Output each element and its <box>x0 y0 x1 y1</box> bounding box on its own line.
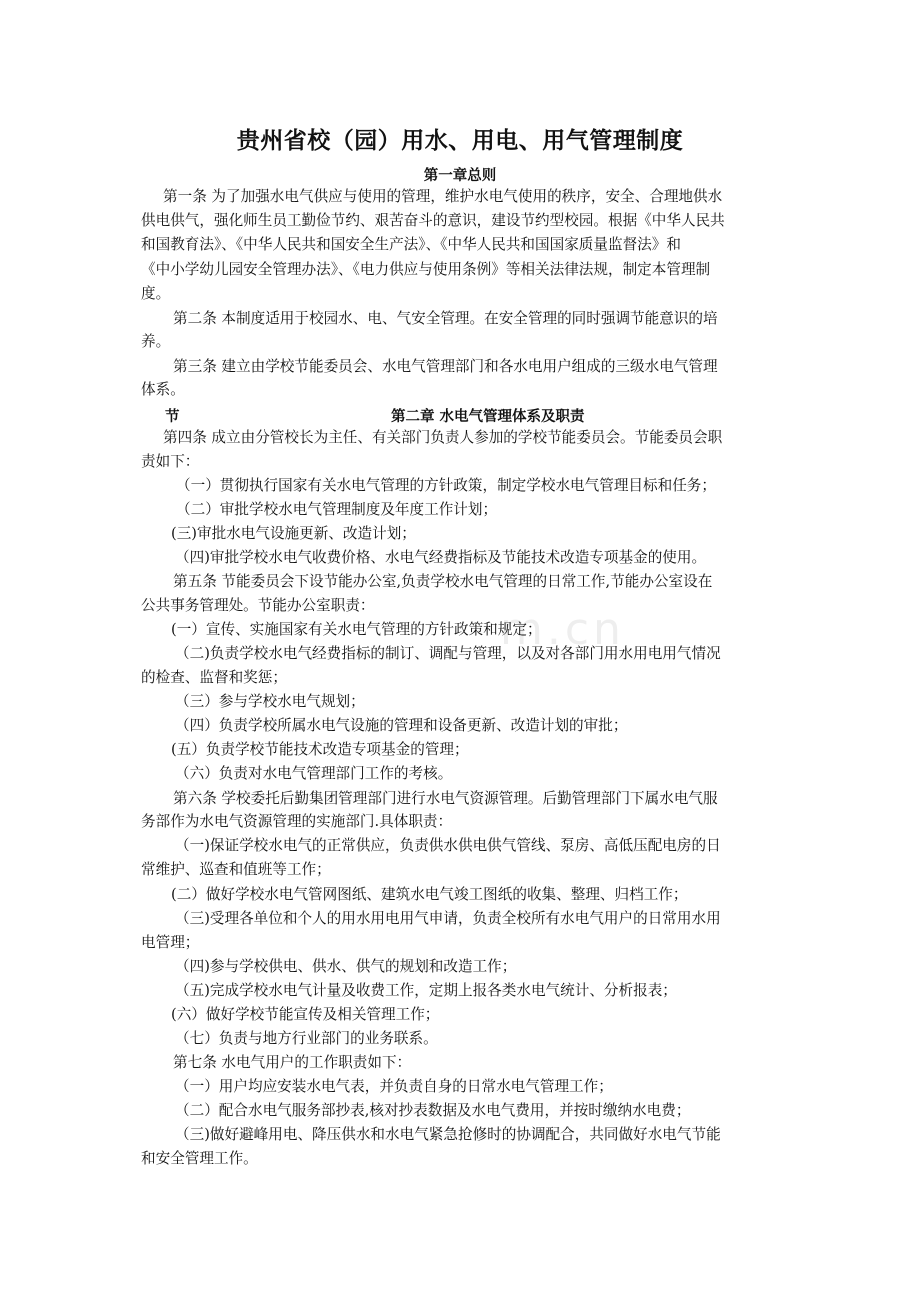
paragraph-line: （七）负责与地方行业部门的业务联系。 <box>175 1030 438 1047</box>
paragraph-line: （三）参与学校水电气规划； <box>175 693 365 710</box>
paragraph-line: 第六条 学校委托后勤集团管理部门进行水电气资源管理。后勤管理部门下属水电气服 <box>173 790 718 807</box>
paragraph-line: 第七条 水电气用户的工作职责如下： <box>173 1054 412 1071</box>
paragraph-line: 第三条 建立由学校节能委员会、水电气管理部门和各水电用户组成的三级水电气管理 <box>173 358 718 375</box>
paragraph-line: 第五条 节能委员会下设节能办公室,负责学校水电气管理的日常工作,节能办公室设在 <box>173 573 713 590</box>
paragraph-line: （四）负责学校所属水电气设施的管理和设备更新、改造计划的审批； <box>175 717 628 734</box>
paragraph-line: （四)参与学校供电、供水、供气的规划和改造工作； <box>175 958 517 975</box>
paragraph-line: 务部作为水电气资源管理的实施部门.具体职责： <box>141 813 453 830</box>
paragraph-line: 《中小学幼儿园安全管理办法》、《电力供应与使用条例》等相关法律法规，制定本管理制 <box>141 261 711 278</box>
paragraph-line: （三)做好避峰用电、降压供水和水电气紧急抢修时的协调配合，共同做好水电气节能 <box>175 1126 721 1143</box>
paragraph-line: (一）宣传、实施国家有关水电气管理的方针政策和规定； <box>171 621 542 638</box>
paragraph-line: 和安全管理工作。 <box>141 1150 258 1167</box>
paragraph-line: （二）配合水电气服务部抄表,核对抄表数据及水电气费用，并按时缴纳水电费； <box>175 1102 691 1119</box>
paragraph-line: 第四条 成立由分管校长为主任、有关部门负责人参加的学校节能委员会。节能委员会职 <box>163 429 723 446</box>
paragraph-line: 第二条 本制度适用于校园水、电、气安全管理。在安全管理的同时强调节能意识的培 <box>173 310 718 327</box>
paragraph-line: 度。 <box>141 285 171 302</box>
document-title: 贵州省校（园）用水、用电、用气管理制度 <box>236 128 684 154</box>
paragraph-line: （一）用户均应安装水电气表，并负责自身的日常水电气管理工作； <box>175 1078 613 1095</box>
chapter-1-heading: 第一章总则 <box>423 168 497 184</box>
paragraph-line: 公共事务管理处。节能办公室职责： <box>141 597 375 614</box>
paragraph-line: (三)审批水电气设施更新、改造计划； <box>171 525 416 542</box>
paragraph-line: (五）负责学校节能技术改造专项基金的管理； <box>171 741 469 758</box>
paragraph-line: （四)审批学校水电气收费价格、水电气经费指标及节能技术改造专项基金的使用。 <box>175 549 707 566</box>
paragraph-line: 养。 <box>141 333 171 350</box>
paragraph-line: （六）负责对水电气管理部门工作的考核。 <box>175 765 453 782</box>
paragraph-line: 常维护、巡查和值班等工作； <box>141 861 331 878</box>
paragraph-line: 和国教育法》、《中华人民共和国安全生产法》、《中华人民共和国国家质量监督法》和 <box>141 236 681 253</box>
paragraph-line: 责如下： <box>141 453 200 470</box>
paragraph-line: (二）做好学校水电气管网图纸、建筑水电气竣工图纸的收集、整理、归档工作； <box>171 886 688 903</box>
paragraph-line: 电管理； <box>141 934 200 951</box>
paragraph-line: （三)受理各单位和个人的用水用电用气申请，负责全校所有水电气用户的日常用水用 <box>175 910 721 927</box>
paragraph-line: 体系。 <box>141 381 185 398</box>
paragraph-line: (六）做好学校节能宣传及相关管理工作； <box>171 1006 440 1023</box>
paragraph-line: （一)保证学校水电气的正常供应，负责供水供电供气管线、泵房、高低压配电房的日 <box>175 837 721 854</box>
paragraph-line: （五)完成学校水电气计量及收费工作，定期上报各类水电气统计、分析报表； <box>175 982 677 999</box>
paragraph-line: （一）贯彻执行国家有关水电气管理的方针政策，制定学校水电气管理目标和任务； <box>176 477 716 494</box>
paragraph-line: （二）审批学校水电气管理制度及年度工作计划； <box>176 501 498 518</box>
paragraph-line: 供电供气，强化师生员工勤俭节约、艰苦奋斗的意识，建设节约型校园。根据《中华人民共 <box>141 212 725 229</box>
paragraph-line: 的检查、监督和奖惩； <box>141 669 287 686</box>
paragraph-line: （二)负责学校水电气经费指标的制订、调配与管理，以及对各部门用水用电用气情况 <box>175 645 721 662</box>
paragraph-line: 第一条 为了加强水电气供应与使用的管理，维护水电气使用的秩序，安全、合理地供水 <box>163 188 723 205</box>
chapter-2-prefix: 节 <box>165 409 180 425</box>
watermark: m.cn <box>500 604 625 655</box>
chapter-2-heading: 第二章 水电气管理体系及职责 <box>391 409 585 425</box>
